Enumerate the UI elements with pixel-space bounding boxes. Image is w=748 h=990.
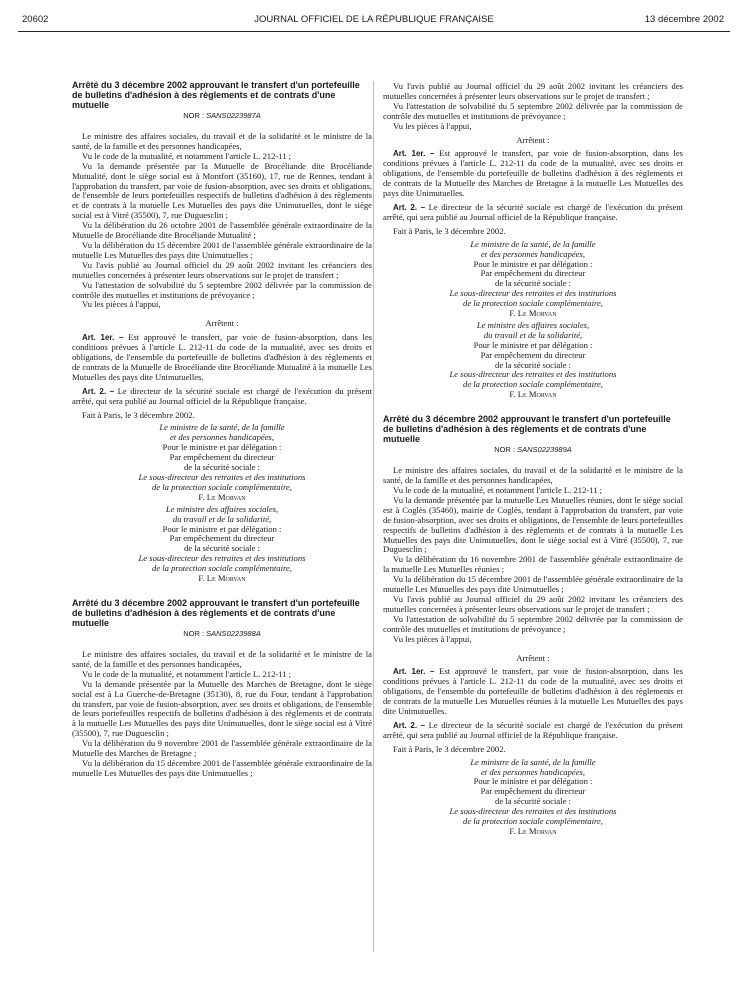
signature-line: Pour le ministre et par délégation :	[162, 442, 282, 453]
article-text: Le directeur de la sécurité sociale est chargé de l'exécution du présent arrêté, qui sera publié au Journal officiel de la République française.	[383, 719, 684, 740]
article-2	[383, 203, 683, 223]
signature-line: Pour le ministre et par délégation :	[162, 523, 282, 534]
issue-date: 13 décembre 2002	[644, 14, 724, 25]
right-column	[383, 82, 683, 837]
paragraph: Vu la délibération du 15 décembre 2001 de l'assemblée générale extraordinaire de la mutuelle Les Mutuelles des pays dite Unimutuelles ;	[72, 757, 372, 778]
paragraph: Vu la demande présentée par la Mutuelle de Brocéliande dite Brocéliande Mutualité, dont le siège social est à Montfort (35160), 17, rue de Rennes, tendant à l'approbation du transfert, par voie de fusion-absorption, avec ses droits et obligations, de l'ensemble de leurs portefeuilles respectifs de bulletins d'adhésion à des règlements et de contrats à la mutuelle Les Mutuelles des pays dite Unimutuelles, dont le siège social est à Vitré (35500), 7, rue Duguesclin ;	[72, 160, 372, 221]
signature-line: du travail et de la solidarité,	[483, 329, 583, 340]
paragraph: Vu la délibération du 26 octobre 2001 de l'assemblée générale extraordinaire de la Mutuelle de Brocéliande dite Brocéliande Mutualité ;	[72, 220, 372, 241]
article-text: Est approuvé le transfert, par voie de fusion-absorption, dans les conditions prévues à l'article L. 212-11 du code de la mutualité, avec ses droits et obligations, de l'ensemble du portefeuille de bulletins d'adhésion à des règlements et de contrats de la Mutuelle de Brocéliande dite Brocéliande Mutualité à la mutuelle Les Mutuelles des pays dite Unimutuelles.	[72, 332, 373, 382]
signature-line: Le sous-directeur des retraites et des institutions	[449, 806, 617, 817]
signature-block	[383, 240, 683, 401]
article-2	[72, 387, 372, 407]
paragraph: Vu la délibération du 15 décembre 2001 de l'assemblée générale extraordinaire de la mutuelle Les Mutuelles des pays dite Unimutuelles ;	[383, 574, 683, 595]
signature-line: Le ministre des affaires sociales,	[165, 503, 279, 514]
signature-line: Pour le ministre et par délégation :	[473, 339, 593, 350]
paragraph: Le ministre des affaires sociales, du travail et de la solidarité et le ministre de la santé, de la famille et des personnes handicapées,	[383, 465, 683, 486]
article-label: Art. 1er. –	[82, 333, 124, 343]
article-1	[72, 333, 372, 383]
signatory-name: F. Le Morvan	[198, 573, 246, 584]
fait-a-paris: Fait à Paris, le 3 décembre 2002.	[393, 225, 506, 236]
journal-title: JOURNAL OFFICIEL DE LA RÉPUBLIQUE FRANÇAISE	[254, 14, 494, 25]
decree-section-2	[72, 598, 372, 779]
article-text: Est approuvé le transfert, par voie de fusion-absorption, dans les conditions prévues à l'article L. 212-11 du code de la mutualité, avec ses droits et obligations, de l'ensemble du portefeuille de bulletins d'adhésion à des règlements et de contrats de la mutuelle Les Mutuelles réunies à la mutuelle Les Mutuelles des pays dite Unimutuelles.	[383, 666, 684, 717]
nor-reference	[72, 111, 372, 121]
signature-line: de la protection sociale complémentaire,	[463, 298, 603, 309]
nor-code: SANS0223989A	[517, 445, 572, 455]
paragraph: Vu l'attestation de solvabilité du 5 septembre 2002 délivrée par la commission de contrôle des mutuelles et institutions de prévoyance ;	[383, 100, 683, 121]
nor-reference	[72, 629, 372, 639]
signature-line: Le ministre de la santé, de la famille	[159, 422, 285, 433]
page-header	[18, 14, 730, 30]
signature-line: Par empêchement du directeur	[169, 452, 275, 463]
decree-title: Arrêté du 3 décembre 2002 approuvant le transfert d'un portefeuille de bulletins d'adhésion à des règlements et de contrats d'une mutuelle	[72, 597, 360, 628]
paragraph: Vu la délibération du 15 décembre 2001 de l'assemblée générale extraordinaire de la mutuelle Les Mutuelles des pays dite Unimutuelles ;	[72, 239, 372, 260]
signatory-name: F. Le Morvan	[509, 826, 557, 836]
nor-reference	[383, 445, 683, 455]
article-label: Art. 2. –	[393, 720, 426, 730]
page-number: 20602	[22, 14, 49, 25]
paragraph: Vu les pièces à l'appui,	[82, 299, 161, 310]
signature-line: Par empêchement du directeur	[480, 268, 586, 279]
signature-line: de la protection sociale complémentaire,	[463, 379, 603, 390]
signature-line: de la sécurité sociale :	[184, 543, 260, 554]
paragraph: Vu la demande présentée par la Mutuelle des Marches de Bretagne, dont le siège social est à La Guerche-de-Bretagne (35130), 8, rue du Four, tendant à l'approbation du transfert, par voie de fusion-absorption, avec ses droits et obligations, de l'ensemble de leurs portefeuilles respectifs de bulletins d'adhésion à des règlements et de contrats à la mutuelle Les Mutuelles des pays dite Unimutuelles, dont le siège social est à Vitré (35500), 7, rue Duguesclin ;	[72, 678, 372, 739]
paragraph: Vu le code de la mutualité, et notamment l'article L. 212-11 ;	[393, 485, 603, 495]
decree-title: Arrêté du 3 décembre 2002 approuvant le transfert d'un portefeuille de bulletins d'adhésion à des règlements et de contrats d'une mutuelle	[72, 80, 360, 110]
fait-a-paris: Fait à Paris, le 3 décembre 2002.	[393, 743, 506, 754]
signature-line: Le sous-directeur des retraites et des institutions	[138, 472, 306, 482]
article-2	[383, 721, 683, 741]
column-divider	[373, 81, 374, 952]
signature-line: Le ministre de la santé, de la famille	[470, 756, 596, 767]
arretent-heading: Arrêtent :	[516, 652, 550, 663]
signature-block	[72, 423, 372, 584]
article-1	[383, 667, 683, 717]
nor-label: NOR :	[183, 628, 207, 638]
signature-line: de la sécurité sociale :	[495, 359, 571, 370]
signature-line: Le ministre de la santé, de la famille	[470, 238, 596, 249]
paragraph: Vu l'avis publié au Journal officiel du 29 août 2002 invitant les créanciers des mutuelles concernées à présenter leurs observations sur le projet de transfert ;	[383, 593, 683, 614]
nor-label: NOR :	[494, 445, 518, 455]
paragraph: Vu la délibération du 9 novembre 2001 de l'assemblée générale extraordinaire de la Mutuelle des Marches de Bretagne ;	[72, 738, 372, 759]
paragraph: Le ministre des affaires sociales, du travail et de la solidarité et le ministre de la santé, de la famille et des personnes handicapées,	[72, 131, 372, 151]
signature-line: du travail et de la solidarité,	[172, 513, 272, 524]
left-column	[72, 80, 372, 779]
paragraph: Vu l'avis publié au Journal officiel du 29 août 2002 invitant les créanciers des mutuelles concernées à présenter leurs observations sur le projet de transfert ;	[383, 81, 683, 101]
signature-line: et des personnes handicapées,	[480, 766, 586, 777]
paragraph: Vu les pièces à l'appui,	[393, 633, 472, 644]
article-label: Art. 2. –	[393, 202, 426, 212]
signature-line: Pour le ministre et par délégation :	[473, 776, 593, 787]
signatory-name: F. Le Morvan	[509, 389, 557, 400]
section-spacer	[383, 400, 683, 414]
nor-code: SANS0223988A	[206, 628, 261, 638]
signature-line: de la sécurité sociale :	[495, 796, 571, 807]
signature-line: Par empêchement du directeur	[480, 786, 586, 797]
signature-line: de la protection sociale complémentaire,	[152, 481, 292, 492]
signature-line: Par empêchement du directeur	[480, 349, 586, 360]
signature-block	[383, 758, 683, 837]
signature-line: et des personnes handicapées,	[169, 432, 275, 443]
article-label: Art. 1er. –	[393, 667, 435, 677]
decree-title: Arrêté du 3 décembre 2002 approuvant le transfert d'un portefeuille de bulletins d'adhésion à des règlements et de contrats d'une mutuelle	[383, 414, 671, 445]
signature-line: de la sécurité sociale :	[495, 278, 571, 289]
decree-section-2-continued	[383, 82, 683, 400]
signature-line: Le sous-directeur des retraites et des institutions	[449, 288, 617, 299]
decree-section-3	[383, 414, 683, 837]
paragraph: Vu la délibération du 16 novembre 2001 de l'assemblée générale extraordinaire de la mutuelle Les Mutuelles réunies ;	[383, 554, 683, 575]
paragraph: Vu le code de la mutualité, et notamment l'article L. 212-11 ;	[82, 668, 292, 679]
paragraph: Vu l'avis publié au Journal officiel du 29 août 2002 invitant les créanciers des mutuelles concernées à présenter leurs observations sur le projet de transfert ;	[72, 259, 372, 280]
article-text: Est approuvé le transfert, par voie de fusion-absorption, dans les conditions prévues à l'article L. 212-11 du code de la mutualité, avec ses droits et obligations, de l'ensemble du portefeuille de bulletins d'adhésion à des règlements et de contrats de la Mutuelle des Marches de Bretagne à la mutuelle Les Mutuelles des pays dite Unimutuelles.	[383, 148, 684, 199]
signature-line: de la protection sociale complémentaire,	[463, 816, 603, 827]
signature-line: de la protection sociale complémentaire,	[152, 563, 292, 574]
signature-line: Le sous-directeur des retraites et des institutions	[449, 369, 617, 380]
arretent-heading: Arrêtent :	[205, 318, 239, 329]
article-label: Art. 1er. –	[393, 149, 435, 159]
signature-line: de la sécurité sociale :	[184, 462, 260, 473]
section-spacer	[72, 584, 372, 598]
header-rule	[18, 31, 730, 32]
nor-label: NOR :	[183, 111, 207, 120]
paragraph: Vu l'attestation de solvabilité du 5 septembre 2002 délivrée par la commission de contrôle des mutuelles et institutions de prévoyance ;	[72, 279, 372, 300]
signature-line: Pour le ministre et par délégation :	[473, 258, 593, 269]
arretent-heading: Arrêtent :	[516, 134, 550, 145]
signature-line: Le ministre des affaires sociales,	[476, 319, 590, 330]
signatory-name: F. Le Morvan	[509, 308, 557, 319]
decree-section-1	[72, 80, 372, 584]
signature-line: Le sous-directeur des retraites et des institutions	[138, 553, 306, 564]
signature-line: et des personnes handicapées,	[480, 248, 586, 259]
fait-a-paris: Fait à Paris, le 3 décembre 2002.	[82, 409, 195, 420]
nor-code: SANS0223987A	[206, 111, 261, 120]
article-label: Art. 2. –	[82, 386, 115, 396]
paragraph: Le ministre des affaires sociales, du travail et de la solidarité et le ministre de la santé, de la famille et des personnes handicapées,	[72, 648, 372, 669]
paragraph: Vu la demande présentée par la mutuelle Les Mutuelles réunies, dont le siège social est à Coglès (35460), mairie de Coglès, tendant à l'approbation du transfert, par voie de fusion-absorption, avec ses droits et obligations, de l'ensemble de leurs portefeuilles respectifs de bulletins d'adhésion à des règlements et de contrats à la mutuelle Les Mutuelles des pays dite Unimutuelles, dont le siège social est à Vitré (35500), 7, rue Duguesclin ;	[383, 494, 683, 555]
paragraph: Vu les pièces à l'appui,	[393, 120, 472, 131]
signature-line: Par empêchement du directeur	[169, 533, 275, 544]
article-1	[383, 149, 683, 199]
article-text: Le directeur de la sécurité sociale est chargé de l'exécution du présent arrêté, qui sera publié au Journal officiel de la République française.	[72, 385, 373, 406]
article-text: Le directeur de la sécurité sociale est chargé de l'exécution du présent arrêté, qui sera publié au Journal officiel de la République française.	[383, 201, 684, 222]
paragraph: Vu l'attestation de solvabilité du 5 septembre 2002 délivrée par la commission de contrôle des mutuelles et institutions de prévoyance ;	[383, 613, 683, 634]
paragraph: Vu le code de la mutualité, et notamment l'article L. 212-11 ;	[82, 150, 292, 161]
signatory-name: F. Le Morvan	[198, 491, 246, 502]
